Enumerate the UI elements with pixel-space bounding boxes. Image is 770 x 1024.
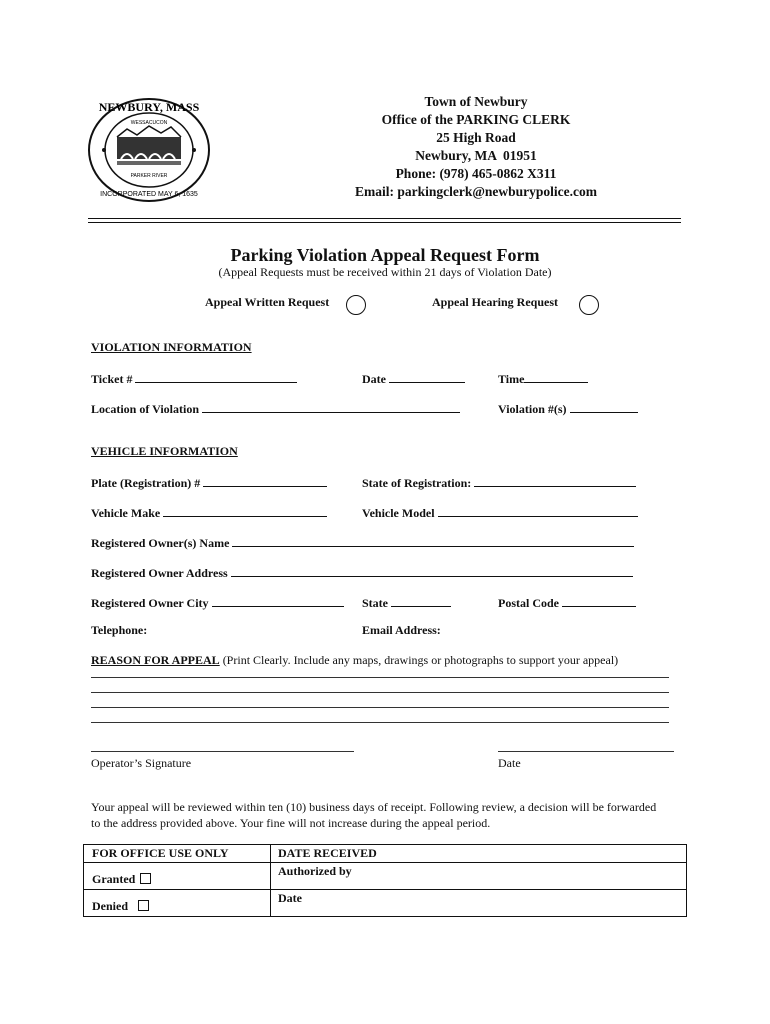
owner-city-label: Registered Owner City [91,596,209,610]
denied-label: Denied [92,899,128,913]
review-notice: Your appeal will be reviewed within ten (10) business days of receipt. Following review, a decision will be forwarded to the address provided above. Your fine will not increase during the appeal period. [91,800,657,830]
ticket-label: Ticket # [91,372,133,386]
owner-address-line[interactable] [231,564,633,577]
owner-address-field[interactable] [91,564,633,581]
violation-num-label: Violation #(s) [498,402,567,416]
authorized-by-cell [271,863,687,890]
reason-line-2[interactable] [91,692,669,693]
make-line[interactable] [163,504,327,517]
owner-name-field[interactable] [91,534,634,551]
date-line[interactable] [389,370,465,383]
svg-text:INCORPORATED MAY 6, 1635: INCORPORATED MAY 6, 1635 [100,191,198,198]
denied-checkbox[interactable] [138,900,149,911]
reason-line-3[interactable] [91,707,669,708]
make-label: Vehicle Make [91,506,161,520]
ticket-line[interactable] [135,370,297,383]
reason-line-4[interactable] [91,722,669,723]
plate-field[interactable] [91,474,327,491]
reason-heading: REASON FOR APPEAL [91,653,220,667]
office-date-cell [271,890,687,917]
authorized-by-label: Authorized by [278,864,352,878]
reason-note: (Print Clearly. Include any maps, drawings or photographs to support your appeal) [222,653,619,667]
date-field[interactable] [362,370,465,387]
make-field[interactable] [91,504,327,521]
header-line-office: Office of the PARKING CLERK [381,112,571,127]
svg-text:WESSACUCON: WESSACUCON [130,120,168,126]
model-line[interactable] [438,504,638,517]
state-field[interactable] [362,594,451,611]
header-divider [88,218,681,223]
state-label: State [362,596,388,610]
appeal-hearing-radio[interactable] [579,295,599,315]
violation-num-line[interactable] [570,400,638,413]
owner-address-label: Registered Owner Address [91,566,228,580]
signature-date-line[interactable] [498,751,674,752]
state-reg-label: State of Registration: [362,476,472,490]
office-use-header: FOR OFFICE USE ONLY [84,845,271,863]
violation-num-field[interactable] [498,400,638,417]
date-received-header: DATE RECEIVED [271,845,687,863]
seal-icon [87,97,211,203]
header-line-phone: Phone: (978) 465-0862 X311 [395,166,557,181]
state-reg-line[interactable] [474,474,636,487]
time-line[interactable] [524,370,588,383]
svg-text:NEWBURY, MASS: NEWBURY, MASS [98,100,200,114]
page-subtitle: (Appeal Requests must be received within 21 days of Violation Date) [218,265,552,279]
ticket-field[interactable] [91,370,297,387]
state-reg-field[interactable] [362,474,636,491]
denied-cell [84,890,271,917]
operator-signature-label: Operator’s Signature [91,756,192,770]
plate-label: Plate (Registration) # [91,476,201,490]
svg-text:PARKER RIVER: PARKER RIVER [130,173,168,179]
signature-date-label: Date [498,756,521,770]
location-line[interactable] [202,400,460,413]
telephone-label: Telephone: [91,623,148,637]
header-line-email: Email: parkingclerk@newburypolice.com [354,184,598,199]
time-field[interactable] [498,370,588,387]
postal-line[interactable] [562,594,636,607]
violation-heading: VIOLATION INFORMATION [91,340,252,354]
header-line-street: 25 High Road [436,130,516,145]
reason-heading-line [91,653,618,668]
office-use-table [83,844,687,917]
granted-checkbox[interactable] [140,873,151,884]
postal-field[interactable] [498,594,636,611]
vehicle-heading: VEHICLE INFORMATION [91,444,238,458]
owner-name-line[interactable] [232,534,634,547]
state-line[interactable] [391,594,451,607]
page-title: Parking Violation Appeal Request Form [230,245,540,265]
date-label: Date [362,372,386,386]
office-date-label: Date [278,891,302,905]
reason-line-1[interactable] [91,677,669,678]
model-field[interactable] [362,504,638,521]
town-seal [87,97,211,203]
model-label: Vehicle Model [362,506,435,520]
location-field[interactable] [91,400,460,417]
operator-signature-line[interactable] [91,751,354,752]
appeal-written-label: Appeal Written Request [205,295,330,309]
plate-line[interactable] [203,474,327,487]
appeal-written-radio[interactable] [346,295,366,315]
granted-cell [84,863,271,890]
email-label: Email Address: [362,623,441,637]
location-label: Location of Violation [91,402,200,416]
owner-name-label: Registered Owner(s) Name [91,536,230,550]
appeal-hearing-label: Appeal Hearing Request [432,295,558,309]
header-address [330,93,622,201]
granted-label: Granted [92,872,136,886]
time-label: Time [498,372,525,386]
header-line-city: Newbury, MA 01951 [415,148,537,163]
owner-city-field[interactable] [91,594,344,611]
owner-city-line[interactable] [212,594,344,607]
header-line-town: Town of Newbury [424,94,528,109]
postal-label: Postal Code [498,596,559,610]
